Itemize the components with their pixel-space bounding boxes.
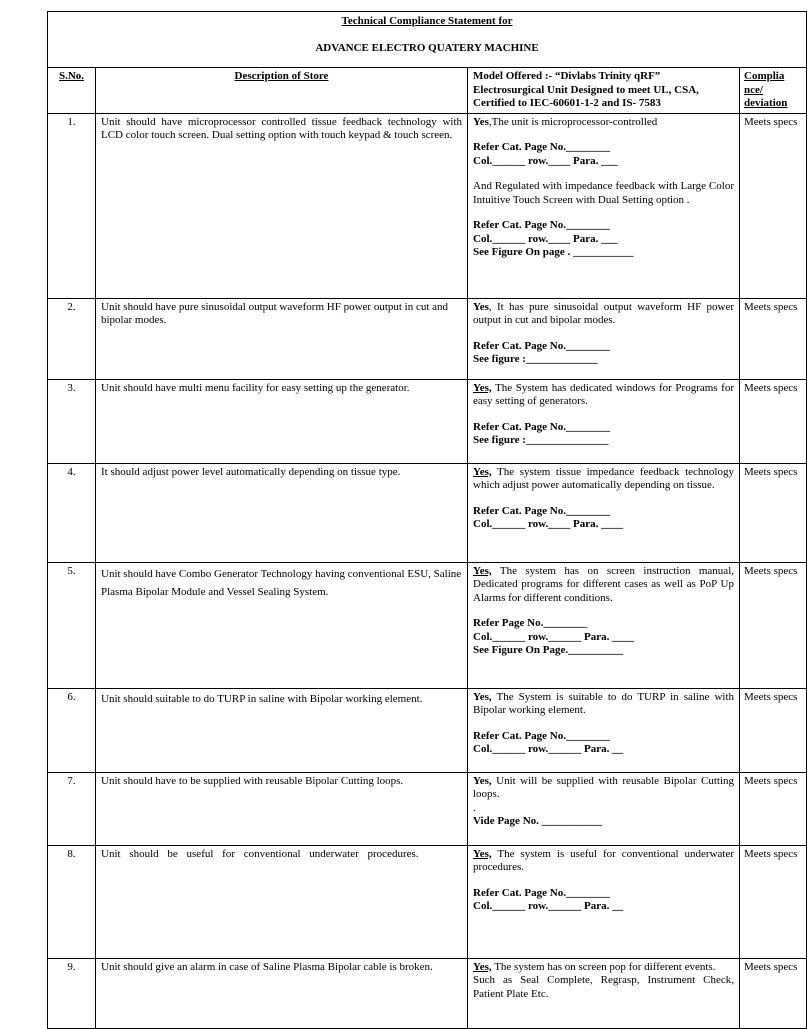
ref-line: Col.______ row.____ Para. ____ (473, 518, 624, 530)
offer-lead: Yes, (473, 847, 492, 860)
offer-lead: Yes, (473, 690, 492, 703)
document-title: Technical Compliance Statement for (341, 15, 513, 27)
row-sno: 6. (48, 688, 96, 772)
row-offer (468, 688, 740, 772)
ref-line: Refer Cat. Page No.________ (473, 219, 610, 231)
table-row (48, 298, 807, 379)
row-sno: 1. (48, 113, 96, 298)
row-description: Unit should suitable to do TURP in saline with Bipolar working element. (96, 688, 468, 772)
ref-line: Refer Page No.________ (473, 617, 588, 629)
offer-text: The system has on screen instruction manual, Dedicated programs for different cases as well as PoP Up Alarms for different conditions. (473, 564, 734, 604)
offer-text-2: And Regulated with impedance feedback with Large Color Intuitive Touch Screen with Dual Setting option . (473, 180, 734, 206)
header-compliance: Complia nce/ deviation (740, 68, 807, 114)
table-row (48, 688, 807, 772)
row-compliance: Meets specs (740, 562, 807, 688)
row-offer (468, 562, 740, 688)
header-model: Model Offered :- “Divlabs Trinity qRF” Electrosurgical Unit Designed to meet UL, CSA, Certified to IEC-60601-1-2 and IS- 7583 (468, 68, 740, 114)
ref-line: Refer Cat. Page No.________ (473, 504, 610, 517)
offer-lead: Yes, (473, 381, 492, 394)
header-sno: S.No. (48, 68, 96, 114)
offer-lead: Yes (473, 300, 489, 313)
offer-lead: Yes, (473, 960, 492, 973)
row-offer (468, 463, 740, 562)
row-description: Unit should have Combo Generator Technology having conventional ESU, Saline Plasma Bipolar Module and Vessel Sealing System. (96, 562, 468, 688)
row-offer (468, 113, 740, 298)
ref-line: See Figure On page . ___________ (473, 246, 634, 258)
row-description: It should adjust power level automatically depending on tissue type. (96, 463, 468, 562)
offer-text: ,The unit is microprocessor-controlled (488, 115, 658, 128)
row-sno: 7. (48, 772, 96, 845)
ref-line: Refer Cat. Page No.________ (473, 339, 610, 352)
title-cell (48, 12, 807, 68)
row-compliance: Meets specs (740, 845, 807, 958)
ref-line: See Figure On Page.__________ (473, 644, 624, 656)
row-offer (468, 845, 740, 958)
ref-line: Vide Page No. ___________ (473, 815, 603, 827)
table-row (48, 463, 807, 562)
offer-lead: Yes, (473, 465, 492, 478)
ref-line: Col.______ row.____ Para. ___ (473, 154, 618, 167)
row-offer (468, 772, 740, 845)
row-compliance: Meets specs (740, 958, 807, 1028)
row-compliance: Meets specs (740, 113, 807, 298)
offer-text: The system is useful for conventional underwater procedures. (473, 847, 734, 873)
row-compliance: Meets specs (740, 688, 807, 772)
ref-line: Refer Cat. Page No.________ (473, 420, 610, 433)
table-row (48, 772, 807, 845)
row-sno: 3. (48, 379, 96, 463)
row-description: Unit should be useful for conventional underwater procedures. (96, 845, 468, 958)
row-description: Unit should have multi menu facility for easy setting up the generator. (96, 379, 468, 463)
title-row (48, 12, 807, 68)
ref-line: Refer Cat. Page No.________ (473, 729, 610, 742)
offer-text: The System has dedicated windows for Programs for easy setting of generators. (473, 381, 734, 407)
ref-line: Col.______ row.____ Para. ___ (473, 232, 618, 245)
row-compliance: Meets specs (740, 298, 807, 379)
table-row (48, 113, 807, 298)
row-description: Unit should have to be supplied with reusable Bipolar Cutting loops. (96, 772, 468, 845)
row-compliance: Meets specs (740, 772, 807, 845)
compliance-table (47, 11, 807, 1029)
ref-line: See figure :_____________ (473, 353, 598, 365)
row-description: Unit should give an alarm in case of Saline Plasma Bipolar cable is broken. (96, 958, 468, 1028)
header-row (48, 68, 807, 114)
row-sno: 8. (48, 845, 96, 958)
offer-text: , It has pure sinusoidal output waveform HF power output in cut and bipolar modes. (473, 300, 734, 326)
ref-line: Col.______ row.______ Para. ____ (473, 630, 635, 643)
row-sno: 2. (48, 298, 96, 379)
row-compliance: Meets specs (740, 379, 807, 463)
offer-text: The system has on screen pop for different events. (491, 960, 716, 973)
table-row (48, 845, 807, 958)
header-description: Description of Store (96, 68, 468, 114)
ref-line: See figure :_______________ (473, 434, 609, 446)
row-compliance: Meets specs (740, 463, 807, 562)
table-row (48, 379, 807, 463)
ref-line: Col.______ row.______ Para. __ (473, 743, 624, 755)
row-description: Unit should have pure sinusoidal output waveform HF power output in cut and bipolar modes. (96, 298, 468, 379)
row-description: Unit should have microprocessor controlled tissue feedback technology with LCD color touch screen. Dual setting option with touch keypad & touch screen. (96, 113, 468, 298)
offer-dot: . (473, 801, 476, 814)
offer-lead: Yes (473, 115, 489, 128)
row-sno: 9. (48, 958, 96, 1028)
offer-text: The system tissue impedance feedback technology which adjust power automatically depending on tissue. (473, 465, 734, 491)
ref-line: Refer Cat. Page No.________ (473, 141, 610, 153)
offer-text-2: Such as Seal Complete, Regrasp, Instrument Check, Patient Plate Etc. (473, 974, 734, 1000)
offer-lead: Yes, (473, 564, 492, 577)
table-row (48, 562, 807, 688)
offer-text: The System is suitable to do TURP in saline with Bipolar working element. (473, 690, 734, 716)
row-offer (468, 298, 740, 379)
row-offer (468, 379, 740, 463)
table-row (48, 958, 807, 1028)
row-offer (468, 958, 740, 1028)
row-sno: 5. (48, 562, 96, 688)
row-sno: 4. (48, 463, 96, 562)
offer-text: Unit will be supplied with reusable Bipolar Cutting loops. (473, 774, 734, 800)
ref-line: Refer Cat. Page No.________ (473, 886, 610, 899)
offer-lead: Yes, (473, 774, 492, 787)
ref-line: Col.______ row.______ Para. __ (473, 900, 624, 912)
document-subtitle: ADVANCE ELECTRO QUATERY MACHINE (315, 41, 539, 54)
